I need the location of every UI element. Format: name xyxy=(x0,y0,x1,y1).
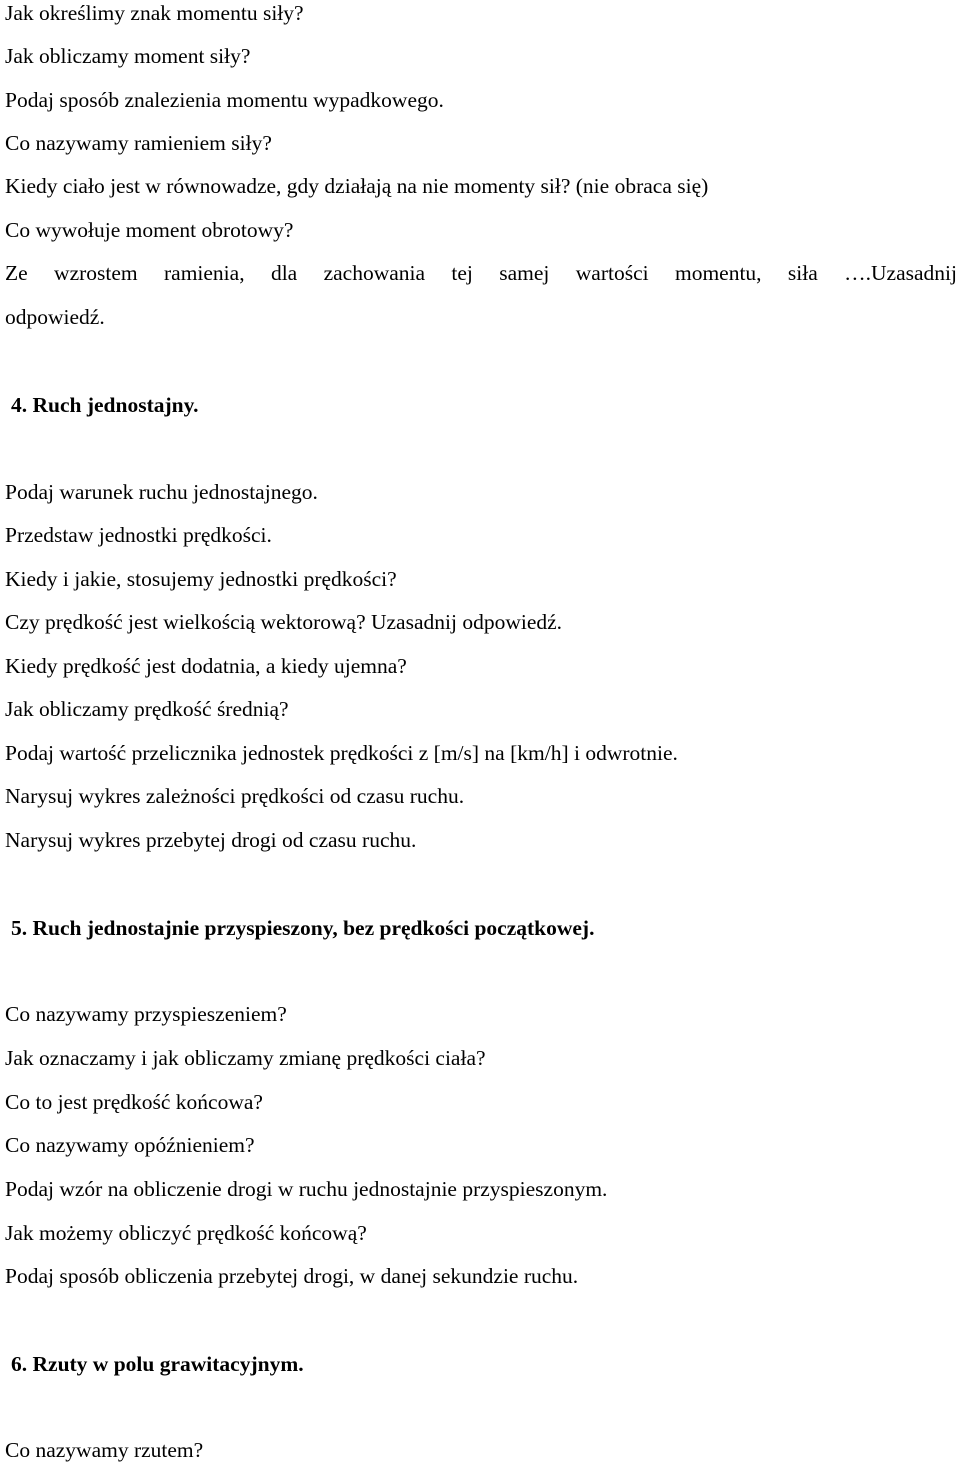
question-line: Kiedy ciało jest w równowadze, gdy działają na nie momenty sił? (nie obraca się) xyxy=(5,174,709,198)
question-line: Ze wzrostem ramienia, dla zachowania tej samej wartości momentu, siła ….Uzasadnij xyxy=(5,261,957,285)
question-line: Narysuj wykres zależności prędkości od czasu ruchu. xyxy=(5,784,465,808)
question-line: Co nazywamy opóźnieniem? xyxy=(5,1133,255,1157)
question-line: Podaj sposób obliczenia przebytej drogi, w danej sekundzie ruchu. xyxy=(5,1264,579,1288)
question-line: Jak obliczamy moment siły? xyxy=(5,44,251,68)
question-line: Przedstaw jednostki prędkości. xyxy=(5,523,272,547)
question-line: Podaj warunek ruchu jednostajnego. xyxy=(5,480,318,504)
question-line: Co nazywamy przyspieszeniem? xyxy=(5,1002,287,1026)
question-line: Jak możemy obliczyć prędkość końcową? xyxy=(5,1221,367,1245)
question-line: Kiedy prędkość jest dodatnia, a kiedy ujemna? xyxy=(5,654,407,678)
question-line: Jak określimy znak momentu siły? xyxy=(5,1,304,25)
question-line: Co wywołuje moment obrotowy? xyxy=(5,218,294,242)
question-line: Czy prędkość jest wielkością wektorową? Uzasadnij odpowiedź. xyxy=(5,610,563,634)
question-line: Narysuj wykres przebytej drogi od czasu ruchu. xyxy=(5,828,417,852)
section-heading: 6. Rzuty w polu grawitacyjnym. xyxy=(11,1352,304,1376)
section-heading: 4. Ruch jednostajny. xyxy=(11,393,199,417)
section-heading: 5. Ruch jednostajnie przyspieszony, bez prędkości początkowej. xyxy=(11,916,595,940)
question-line: odpowiedź. xyxy=(5,305,105,329)
question-line: Jak oznaczamy i jak obliczamy zmianę prędkości ciała? xyxy=(5,1046,486,1070)
question-line: Co nazywamy ramieniem siły? xyxy=(5,131,272,155)
question-line: Co to jest prędkość końcowa? xyxy=(5,1090,263,1114)
question-line: Podaj wartość przelicznika jednostek prędkości z [m/s] na [km/h] i odwrotnie. xyxy=(5,741,678,765)
question-line: Co nazywamy rzutem? xyxy=(5,1438,204,1462)
question-line: Podaj wzór na obliczenie drogi w ruchu jednostajnie przyspieszonym. xyxy=(5,1177,608,1201)
question-line: Jak obliczamy prędkość średnią? xyxy=(5,697,289,721)
question-line: Kiedy i jakie, stosujemy jednostki prędkości? xyxy=(5,567,397,591)
question-line: Podaj sposób znalezienia momentu wypadkowego. xyxy=(5,88,444,112)
